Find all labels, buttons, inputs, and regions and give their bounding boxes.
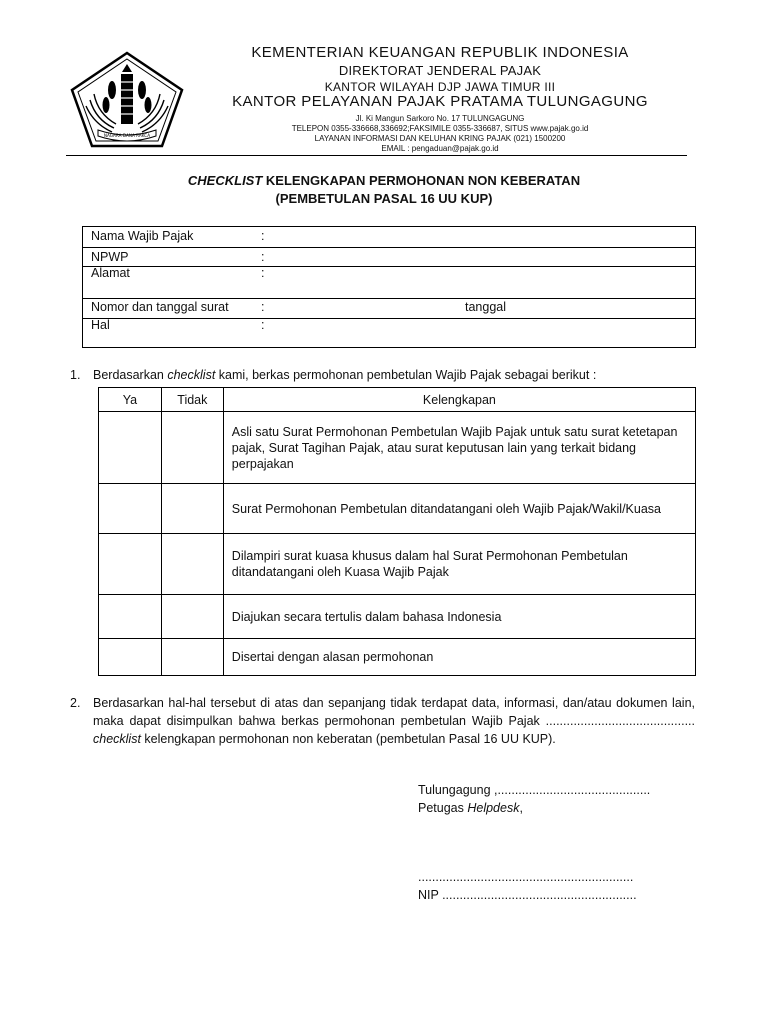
requirement-text: Disertai dengan alasan permohonan [223, 639, 695, 676]
table-row [99, 484, 696, 534]
checklist-header-row [99, 388, 696, 412]
item-1-text: Berdasarkan checklist kami, berkas permohonan pembetulan Wajib Pajak sebagai berikut : [93, 368, 597, 382]
office-info-line: LAYANAN INFORMASI DAN KELUHAN KRING PAJAK (021) 1500200 [314, 134, 566, 143]
checklist-table [98, 387, 696, 676]
ministry-name: KEMENTERIAN KEUANGAN REPUBLIK INDONESIA [251, 44, 629, 61]
item-2-number: 2. [70, 696, 81, 710]
table-row [99, 595, 696, 639]
info-row-letter-number: Nomor dan tanggal surat : tanggal [83, 299, 695, 319]
item-1-number: 1. [70, 368, 81, 382]
regional-office-name: KANTOR WILAYAH DJP JAWA TIMUR III [324, 80, 556, 94]
checkbox-ya-cell[interactable] [99, 595, 162, 639]
signature-place-date: Tulungagung ,............................................ [418, 783, 651, 797]
office-email: EMAIL : pengaduan@pajak.go.id [381, 144, 499, 153]
document-subtitle: (PEMBETULAN PASAL 16 UU KUP) [275, 191, 493, 206]
checkbox-tidak-cell[interactable] [161, 484, 223, 534]
checkbox-ya-cell[interactable] [99, 484, 162, 534]
svg-text:NAGARA DANA RAKCA: NAGARA DANA RAKCA [103, 133, 151, 138]
document-title: CHECKLIST KELENGKAPAN PERMOHONAN NON KEBERATAN [187, 173, 581, 188]
info-row-npwp: NPWP : [83, 248, 695, 267]
office-phone: TELEPON 0355-336668,336692;FAKSIMILE 0355-336687, SITUS www.pajak.go.id [291, 124, 589, 133]
requirement-text: Surat Permohonan Pembetulan ditandatangani oleh Wajib Pajak/Wakil/Kuasa [223, 484, 695, 534]
header-kelengkapan: Kelengkapan [223, 388, 695, 412]
checkbox-ya-cell[interactable] [99, 534, 162, 595]
taxpayer-info-box [82, 226, 696, 348]
header-ya: Ya [99, 388, 162, 412]
header-tidak: Tidak [161, 388, 223, 412]
info-row-name: Nama Wajib Pajak : [83, 227, 695, 248]
requirement-text: Dilampiri surat kuasa khusus dalam hal Surat Permohonan Pembetulan ditandatangani oleh Kuasa Wajib Pajak [223, 534, 695, 595]
directorate-name: DIREKTORAT JENDERAL PAJAK [338, 63, 542, 78]
checkbox-ya-cell[interactable] [99, 639, 162, 676]
table-row [99, 534, 696, 595]
table-row [99, 412, 696, 484]
info-row-subject: Hal : [91, 318, 265, 332]
checkbox-tidak-cell[interactable] [161, 534, 223, 595]
checkbox-tidak-cell[interactable] [161, 595, 223, 639]
signature-role: Petugas Helpdesk, [418, 801, 523, 815]
tax-office-name: KANTOR PELAYANAN PAJAK PRATAMA TULUNGAGUNG [232, 93, 648, 110]
item-2-text: Berdasarkan hal-hal tersebut di atas dan sepanjang tidak terdapat data, informasi, dan/atau dokumen lain, maka dapat disimpulkan bahwa berkas permohonan pembetulan Wajib Pajak ........................................... checklist kelengkapan permohonan non keberatan (pembetulan Pasal 16 UU KUP). [93, 696, 695, 746]
requirement-text: Diajukan secara tertulis dalam bahasa Indonesia [223, 595, 695, 639]
checkbox-tidak-cell[interactable] [161, 412, 223, 484]
requirement-text: Asli satu Surat Permohonan Pembetulan Wajib Pajak untuk satu surat ketetapan pajak, Surat Tagihan Pajak, atau surat keputusan lain yang terkait bidang perpajakan [223, 412, 695, 484]
header-divider [66, 155, 687, 156]
info-row-address: Alamat : [83, 267, 695, 299]
checkbox-tidak-cell[interactable] [161, 639, 223, 676]
ministry-of-finance-emblem-icon [66, 50, 188, 150]
signature-name-line: .............................................................. [418, 870, 634, 884]
office-address: Jl. Ki Mangun Sarkoro No. 17 TULUNGAGUNG [355, 114, 525, 123]
table-row [99, 639, 696, 676]
checkbox-ya-cell[interactable] [99, 412, 162, 484]
signature-nip: NIP ........................................................ [418, 888, 637, 902]
